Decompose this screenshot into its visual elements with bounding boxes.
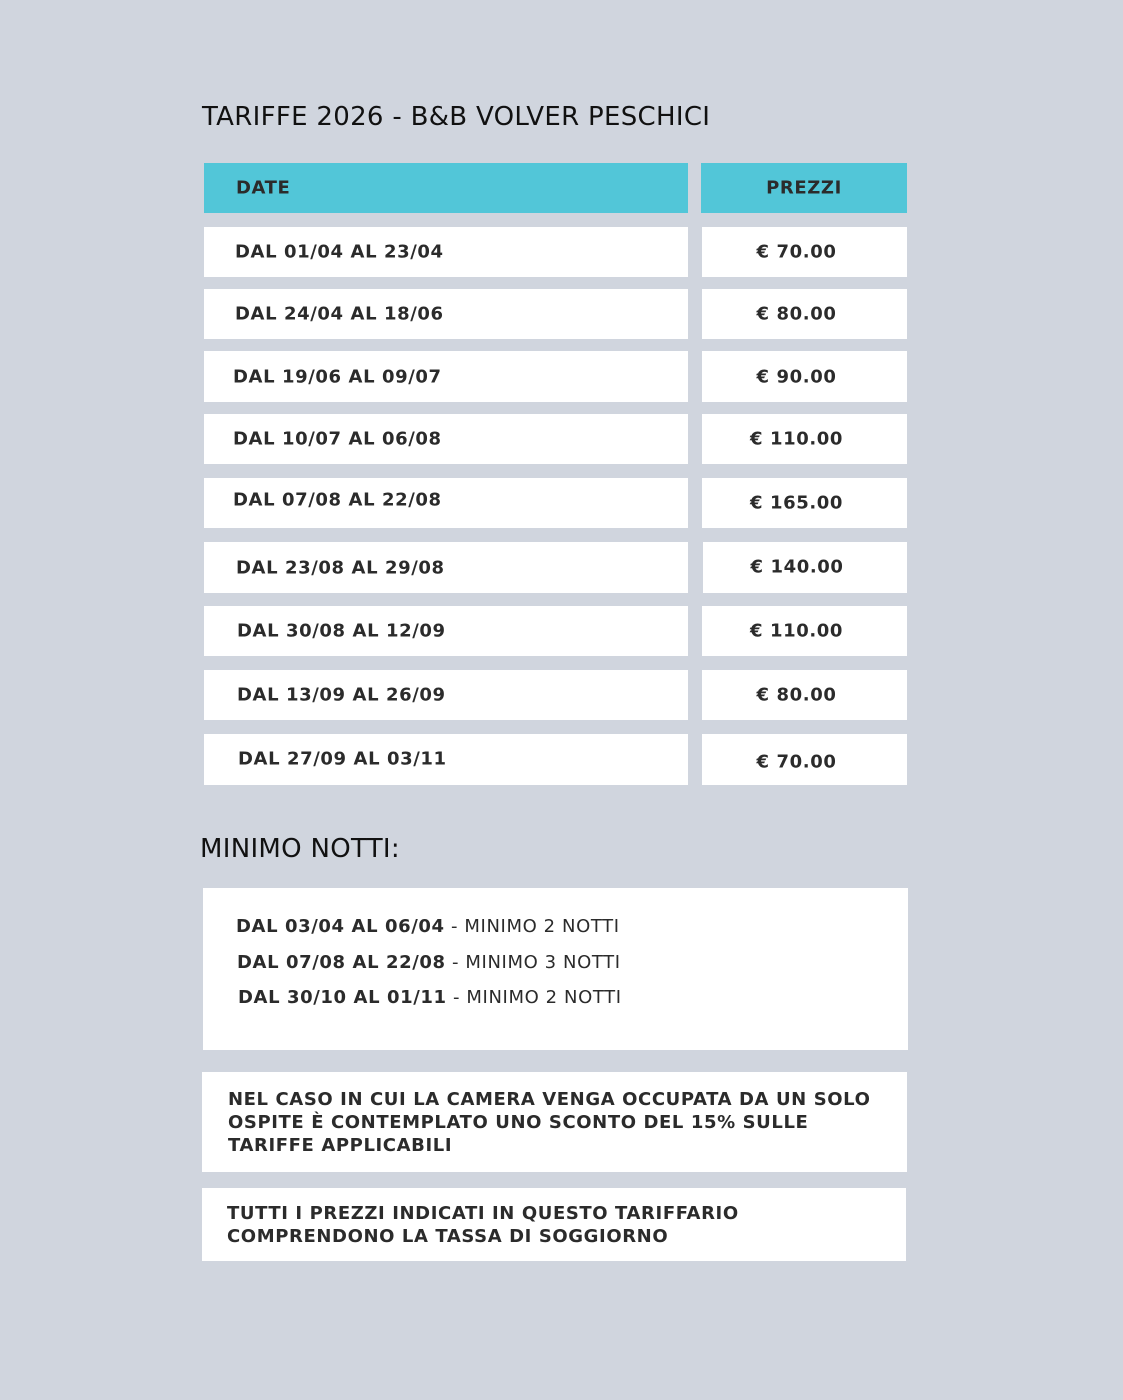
table-row-date (204, 414, 688, 464)
single-guest-note: NEL CASO IN CUI LA CAMERA VENGA OCCUPATA DA UN SOLO OSPITE È CONTEMPLATO UNO SCONTO DEL 15% SULLE TARIFFE APPLICABILI (228, 1089, 871, 1156)
row-price-text: € 165.00 (749, 492, 844, 514)
table-row-date (204, 670, 688, 720)
row-date-text: DAL 10/07 AL 06/08 (233, 428, 442, 450)
minimum-rule-text: - MINIMO 2 NOTTI (444, 916, 620, 937)
table-row-price (702, 734, 907, 785)
table-row-price (702, 351, 907, 402)
minimum-rule-period: DAL 07/08 AL 22/08 (237, 952, 446, 973)
minimum-rule-item (238, 987, 622, 1008)
row-price-text: € 110.00 (749, 428, 844, 450)
row-price-text: € 140.00 (750, 556, 844, 577)
table-row-date (204, 542, 688, 593)
header-date-label: DATE (236, 177, 291, 199)
tax-note: TUTTI I PREZZI INDICATI IN QUESTO TARIFFARIO COMPRENDONO LA TASSA DI SOGGIORNO (227, 1203, 739, 1247)
tax-note-box (202, 1188, 906, 1261)
row-date-text: DAL 01/04 AL 23/04 (235, 241, 444, 263)
header-price-cell (701, 163, 907, 213)
minimum-rule-period: DAL 30/10 AL 01/11 (238, 987, 447, 1008)
row-date-text: DAL 13/09 AL 26/09 (237, 684, 446, 706)
minimum-rule-text: - MINIMO 3 NOTTI (445, 952, 621, 973)
table-row-price (702, 606, 907, 656)
row-date-text: DAL 30/08 AL 12/09 (237, 620, 446, 642)
row-date-text: DAL 24/04 AL 18/06 (235, 303, 444, 325)
row-price-text: € 70.00 (756, 241, 837, 263)
table-row-date (204, 606, 688, 656)
table-row-date (204, 478, 688, 528)
header-date-cell (204, 163, 688, 213)
minimum-rule-period: DAL 03/04 AL 06/04 (236, 916, 445, 937)
minimum-rule-item (237, 952, 621, 973)
row-date-text: DAL 23/08 AL 29/08 (236, 557, 445, 578)
table-row-date (204, 351, 688, 402)
row-price-text: € 70.00 (756, 751, 837, 772)
table-row-price (703, 542, 907, 593)
page-title: TARIFFE 2026 - B&B VOLVER PESCHICI (202, 102, 711, 132)
minimum-nights-title: MINIMO NOTTI: (200, 834, 400, 864)
row-date-text: DAL 19/06 AL 09/07 (233, 366, 442, 387)
table-row-price (702, 414, 907, 464)
row-price-text: € 90.00 (756, 366, 837, 387)
minimum-rule-text: - MINIMO 2 NOTTI (446, 987, 622, 1008)
minimum-nights-box (203, 888, 908, 1050)
table-row-price (702, 227, 907, 277)
table-row-date (204, 289, 688, 339)
row-date-text: DAL 07/08 AL 22/08 (233, 489, 442, 511)
row-date-text: DAL 27/09 AL 03/11 (238, 748, 447, 769)
row-price-text: € 110.00 (749, 620, 844, 642)
row-price-text: € 80.00 (756, 684, 837, 706)
row-price-text: € 80.00 (756, 303, 837, 325)
table-row-price (702, 478, 907, 528)
table-row-date (204, 227, 688, 277)
table-row-date (204, 734, 688, 785)
table-row-price (702, 289, 907, 339)
single-guest-note-box (202, 1072, 907, 1172)
minimum-rule-item (236, 916, 620, 937)
table-row-price (702, 670, 907, 720)
header-price-label: PREZZI (766, 177, 842, 199)
